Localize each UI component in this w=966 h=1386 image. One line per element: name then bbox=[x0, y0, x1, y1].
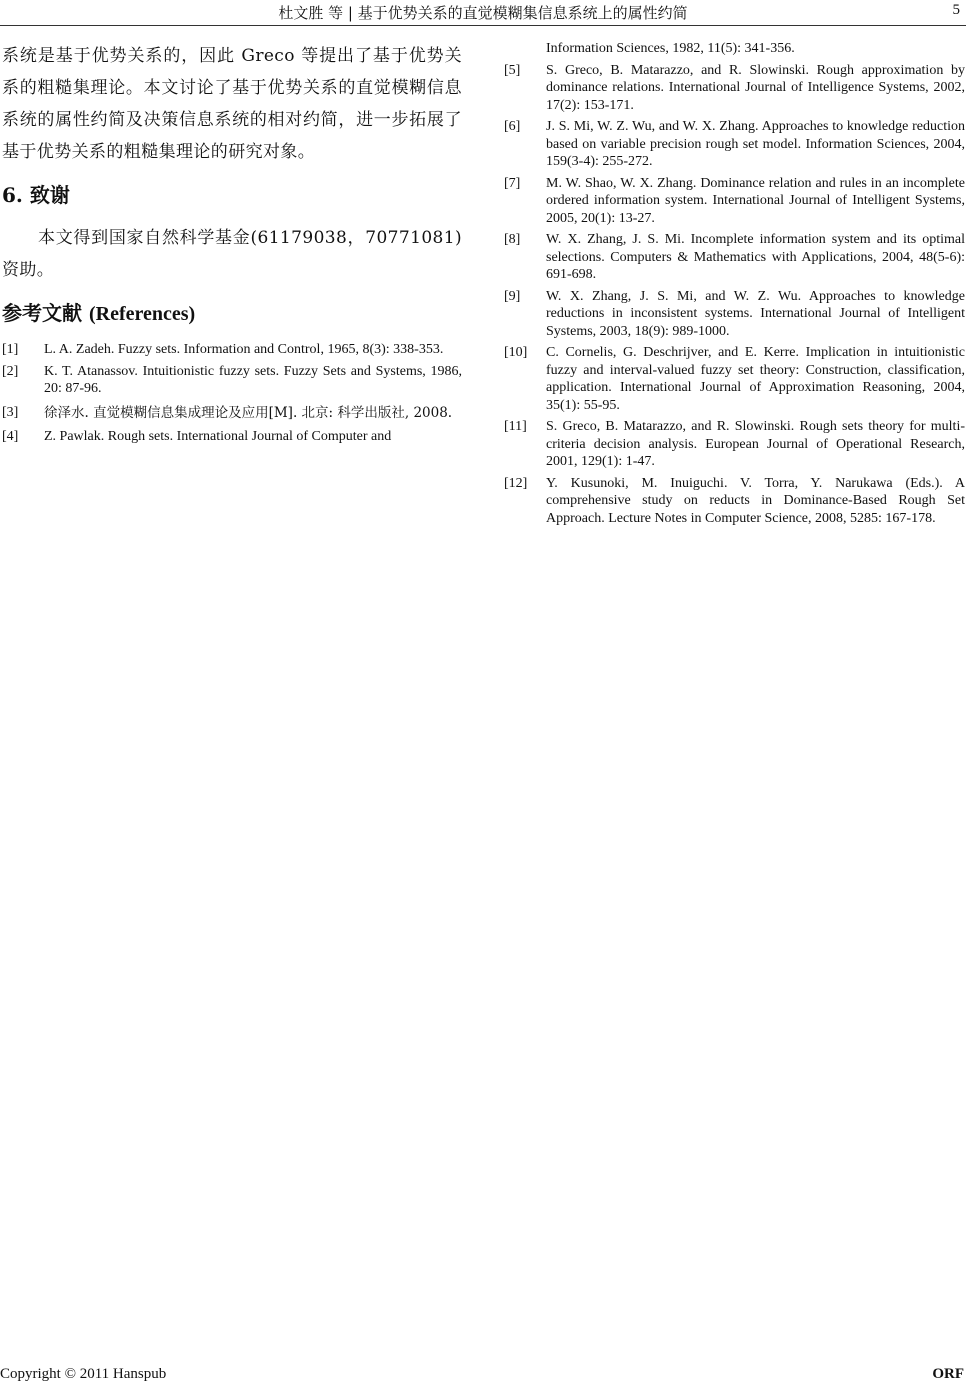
reference-item bbox=[504, 475, 965, 528]
page-footer bbox=[0, 1366, 966, 1386]
reference-text: K. T. Atanassov. Intuitionistic fuzzy sets. Fuzzy Sets and Systems, 1986, 20: 87-96. bbox=[44, 363, 462, 396]
reference-list-right bbox=[504, 62, 965, 528]
left-column bbox=[2, 40, 462, 449]
reference-number: [9] bbox=[504, 288, 521, 304]
reference-text: J. S. Mi, W. Z. Wu, and W. X. Zhang. Approaches to knowledge reduction based on variable precision rough set model. Information Sciences, 2004, 159(3-4): 255-272. bbox=[546, 119, 965, 169]
reference-item bbox=[504, 175, 965, 228]
reference-text: L. A. Zadeh. Fuzzy sets. Information and Control, 1965, 8(3): 338-353. bbox=[44, 342, 444, 357]
reference-number: [11] bbox=[504, 419, 527, 434]
reference-number: [1] bbox=[2, 342, 19, 357]
reference-number: [4] bbox=[2, 428, 19, 444]
reference-item bbox=[2, 428, 462, 446]
reference-text: W. X. Zhang, J. S. Mi. Incomplete information system and its optimal selections. Computers & Mathematics with Applications, 2004, 48(5-6): 691-698. bbox=[546, 232, 965, 282]
right-column bbox=[504, 40, 965, 531]
reference-number: [5] bbox=[504, 62, 521, 78]
intro-paragraph: 系统是基于优势关系的，因此 Greco 等提出了基于优势关系的粗糙集理论。本文讨论了基于优势关系的直觉模糊信息系统的属性约简及决策信息系统的相对约简，进一步拓展了基于优势关系的粗糙集理论的研究对象。 bbox=[2, 46, 462, 162]
reference-continuation: Information Sciences, 1982, 11(5): 341-356. bbox=[546, 41, 795, 56]
reference-text: Y. Kusunoki, M. Inuiguchi. V. Torra, Y. Narukawa (Eds.). A comprehensive study on reducts in Dominance-Based Rough Set Approach. Lecture Notes in Computer Science, 2008, 5285: 167-178. bbox=[546, 475, 965, 526]
ack-paragraph: 本文得到国家自然科学基金(61179038，70771081)资助。 bbox=[2, 228, 462, 280]
journal-abbrev: ORF bbox=[932, 1366, 964, 1382]
reference-item bbox=[504, 288, 965, 341]
reference-number: [8] bbox=[504, 232, 521, 247]
reference-text: S. Greco, B. Matarazzo, and R. Slowinski. Rough sets theory for multi-criteria decision analysis. European Journal of Operational Research, 2001, 129(1): 1-47. bbox=[546, 419, 965, 469]
reference-text: M. W. Shao, W. X. Zhang. Dominance relation and rules in an incomplete ordered information system. International Journal of Intelligent Systems, 2005, 20(1): 13-27. bbox=[546, 175, 965, 226]
running-title: 杜文胜 等 | 基于优势关系的直觉模糊集信息系统上的属性约简 bbox=[278, 4, 688, 22]
reference-text: S. Greco, B. Matarazzo, and R. Slowinski. Rough approximation by dominance relations. International Journal of Intelligence Systems, 2002, 17(2): 153-171. bbox=[546, 62, 965, 113]
references-heading-en: (References) bbox=[88, 303, 196, 325]
reference-number: [12] bbox=[504, 475, 528, 491]
reference-item bbox=[504, 62, 965, 115]
reference-number: [2] bbox=[2, 363, 19, 379]
reference-item bbox=[504, 418, 965, 471]
reference-number: [6] bbox=[504, 119, 521, 134]
running-header bbox=[0, 0, 966, 26]
reference-list-left bbox=[2, 341, 462, 445]
references-heading-cn: 参考文献 bbox=[2, 301, 82, 325]
reference-text: C. Cornelis, G. Deschrijver, and E. Kerre. Implication in intuitionistic fuzzy and interval-valued fuzzy set theory: Construction, classification, application. International Journal of Approximation Reasoning, 2004, 35(1): 55-95. bbox=[546, 345, 965, 413]
reference-item bbox=[2, 402, 462, 424]
reference-text: Z. Pawlak. Rough sets. International Journal of Computer and bbox=[44, 428, 392, 444]
reference-item bbox=[2, 363, 462, 398]
reference-text: 徐泽水. 直觉模糊信息集成理论及应用[M]. 北京: 科学出版社, 2008. bbox=[44, 404, 453, 421]
reference-number: [10] bbox=[504, 345, 528, 360]
reference-item bbox=[504, 118, 965, 171]
reference-item bbox=[2, 341, 462, 359]
reference-item bbox=[504, 231, 965, 284]
reference-text: W. X. Zhang, J. S. Mi, and W. Z. Wu. Approaches to knowledge reductions in inconsistent systems. International Journal of Intelligent Systems, 2003, 18(9): 989-1000. bbox=[546, 288, 965, 339]
page-number: 5 bbox=[952, 2, 960, 18]
reference-number: [7] bbox=[504, 175, 521, 191]
ack-heading: 6. 致谢 bbox=[2, 183, 70, 207]
reference-number: [3] bbox=[2, 404, 19, 420]
copyright-notice: Copyright © 2011 Hanspub bbox=[0, 1366, 167, 1382]
reference-item bbox=[504, 344, 965, 414]
references-heading bbox=[2, 300, 462, 327]
